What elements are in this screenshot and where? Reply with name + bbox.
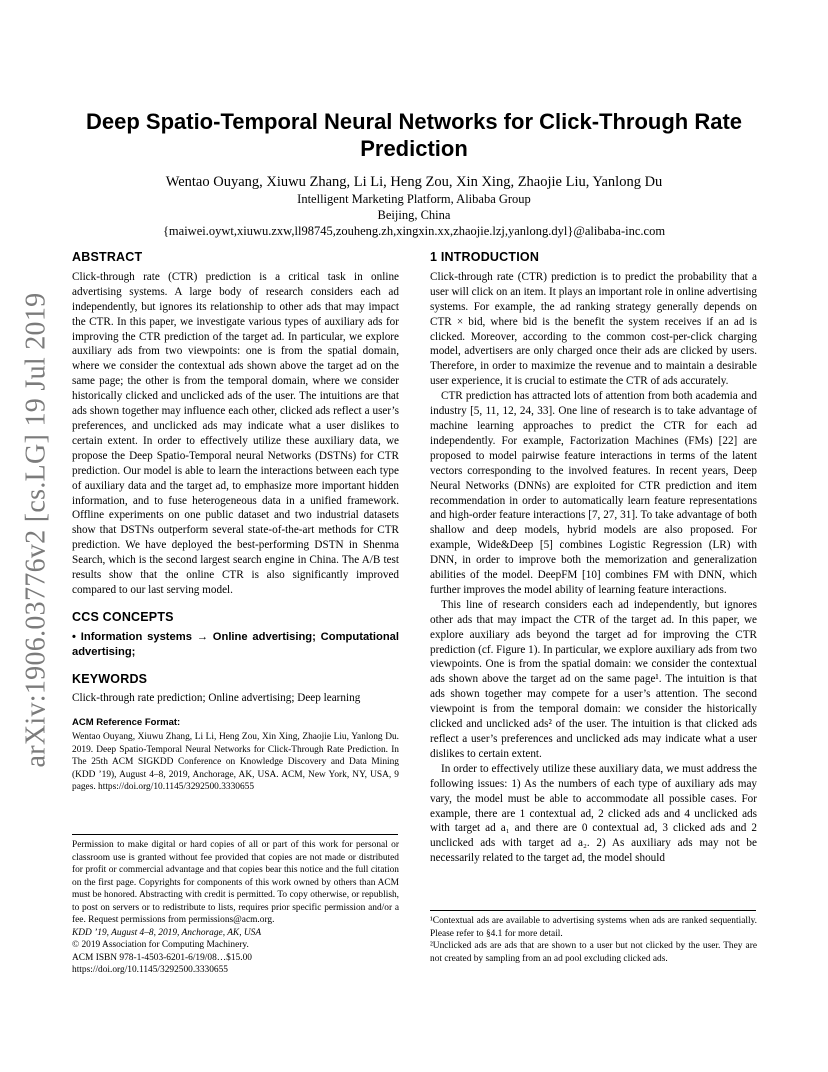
- abstract-text: Click-through rate (CTR) prediction is a critical task in online advertising systems. A large body of research considers each ad independently, but ignores its relationship to other ads that may impact the CTR. In this paper, we investigate various types of auxiliary ads for improving the CTR prediction of the target ad. In particular, we explore auxiliary ads from two viewpoints: one is from the spatial domain, where we consider the contextual ads shown above the target ad on the same page; the other is from the temporal domain, where we consider historically clicked and unclicked ads of the user. The intuitions are that ads shown together may influence each other, clicked ads reflect a user’s preferences, and unclicked ads may indicate what a user dislikes to certain extent. In order to effectively utilize these auxiliary data, we propose the Deep Spatio-Temporal neural Networks (DSTNs) for CTR prediction. Our model is able to learn the interactions between each type of auxiliary data and the target ad, to emphasize more important hidden information, and to fuse heterogeneous data in a unified framework. Offline experiments on one public dataset and two industrial datasets show that DSTNs outperform several state-of-the-art methods for CTR prediction. We have deployed the best-performing DSTN in Shenma Search, which is the second largest search engine in China. The A/B test results show that the online CTR is also significantly improved compared to our last serving model.: [72, 270, 399, 596]
- ccs-heading: CCS CONCEPTS: [72, 609, 174, 624]
- location: Beijing, China: [377, 208, 451, 222]
- acm-reference-heading: ACM Reference Format:: [72, 717, 181, 729]
- right-column: [430, 250, 757, 866]
- footnote-2: ²Unclicked ads are ads that are shown to a user but not clicked by the user. They are not created by sampling from an ad pool excluding clicked ads.: [430, 941, 757, 964]
- intro-paragraph-3: This line of research considers each ad independently, but ignores other ads that may impact the CTR of the target ad. In this paper, we explore auxiliary ads beyond the target ad for improving the CTR prediction (cf. Figure 1). In particular, we explore auxiliary ads from two viewpoints. One is from the spatial domain: we consider the contextual ads shown above the target ad on the same page¹. The intuition is that ads shown together may compete for a user’s attention. The second viewpoint is from the temporal domain: we consider the historically clicked and unclicked ads² of the user. The intuition is that clicked ads reflect a user’s preferences and unclicked ads may indicate what a user dislikes to certain extent.: [430, 598, 757, 760]
- permission-text: Permission to make digital or hard copies of all or part of this work for personal or classroom use is granted without fee provided that copies are not made or distributed for profit or commercial advantage and that copies bear this notice and the full citation on the first page. Copyrights for components of this work owned by others than ACM must be honored. Abstracting with credit is permitted. To copy otherwise, or republish, to post on servers or to redistribute to lists, requires prior specific permission and/or a fee. Request permissions from permissions@acm.org.: [72, 840, 399, 925]
- footnote-1: ¹Contextual ads are available to advertising systems when ads are ranked sequentially. Please refer to §4.1 for more detail.: [430, 916, 757, 939]
- arxiv-id: arXiv:1906.03776v2 [cs.LG] 19 Jul 2019: [20, 292, 51, 768]
- abstract-heading: ABSTRACT: [72, 250, 143, 264]
- intro-paragraph-1: Click-through rate (CTR) prediction is to predict the probability that a user will click on an item. It plays an important role in online advertising systems. For example, the ad ranking strategy generally depends on CTR × bid, where bid is the benefit the system receives if an ad is clicked. Moreover, according to the common cost-per-click charging model, advertisers are only charged once their ads are clicked by users. Therefore, in order to maximize the revenue and to maintain a desirable user experience, it is crucial to estimate the CTR of ads accurately.: [430, 270, 757, 388]
- isbn-line: ACM ISBN 978-1-4503-6201-6/19/08…$15.00: [72, 952, 252, 963]
- footnote-rule: [430, 910, 756, 911]
- keywords-text: Click-through rate prediction; Online advertising; Deep learning: [72, 692, 361, 705]
- acm-reference-text: Wentao Ouyang, Xiuwu Zhang, Li Li, Heng Zou, Xin Xing, Zhaojie Liu, Yanlong Du. 2019. Deep Spatio-Temporal Neural Networks for Click-Through Rate Prediction. In The 25th ACM SIGKDD Conference on Knowledge Discovery and Data Mining (KDD ’19), August 4–8, 2019, Anchorage, AK, USA. ACM, New York, NY, USA, 9 pages. https://doi.org/10.1145/3292500.3330655: [72, 732, 399, 793]
- keywords-heading: KEYWORDS: [72, 671, 148, 686]
- intro-heading: 1 INTRODUCTION: [430, 250, 540, 264]
- left-column: [72, 250, 399, 794]
- author-list: Wentao Ouyang, Xiuwu Zhang, Li Li, Heng Zou, Xin Xing, Zhaojie Liu, Yanlong Du: [165, 174, 663, 190]
- ccs-text: • Information systems → Online advertising; Computational advertising;: [72, 630, 399, 658]
- author-emails: {maiwei.oywt,xiuwu.zxw,ll98745,zouheng.zh,xingxin.xx,zhaojie.lzj,yanlong.dyl}@alibaba-inc.com: [162, 224, 666, 238]
- intro-paragraph-4: In order to effectively utilize these auxiliary data, we must address the following issues: 1) As the numbers of each type of auxiliary ads may vary, the model must be able to accommodate all possible cases. For example, there are 1 contextual ad, 2 clicked ads and 4 unclicked ads with target ad a₁ and there are 0 contextual ad, 3 clicked ads and 2 unclicked ads with target ad a₂. 2) As auxiliary ads may not be necessarily related to the target ad, the model should: [430, 762, 757, 865]
- affiliation: Intelligent Marketing Platform, Alibaba Group: [297, 192, 531, 206]
- arxiv-stamp: [8, 290, 64, 770]
- footnotes: [430, 910, 757, 965]
- permission-block: [72, 834, 399, 977]
- paper-title: Deep Spatio-Temporal Neural Networks for Click-Through Rate Prediction: [85, 109, 743, 161]
- conference-line: KDD ’19, August 4–8, 2019, Anchorage, AK, USA: [72, 927, 262, 938]
- copyright-line: © 2019 Association for Computing Machinery.: [72, 940, 249, 950]
- footnote-rule: [72, 834, 398, 835]
- intro-paragraph-2: CTR prediction has attracted lots of attention from both academia and industry [5, 11, 12, 24, 33]. One line of research is to take advantage of machine learning approaches to predict the CTR for each ad independently. For example, Factorization Machines (FMs) [22] are proposed to model pairwise feature interactions in terms of the latent vectors corresponding to the involved features. In recent years, Deep Neural Networks (DNNs) are exploited for CTR prediction and item recommendation in order to automatically learn feature representations and high-order feature interactions [7, 27, 31]. To take advantage of both shallow and deep models, hybrid models are also proposed. For example, Wide&Deep [5] combines Logistic Regression (LR) with DNN, in order to improve both the memorization and generalization abilities of the model. DeepFM [10] combines FM with DNN, which further improves the model ability of learning feature interactions.: [430, 390, 757, 596]
- doi-link[interactable]: https://doi.org/10.1145/3292500.3330655: [72, 965, 228, 975]
